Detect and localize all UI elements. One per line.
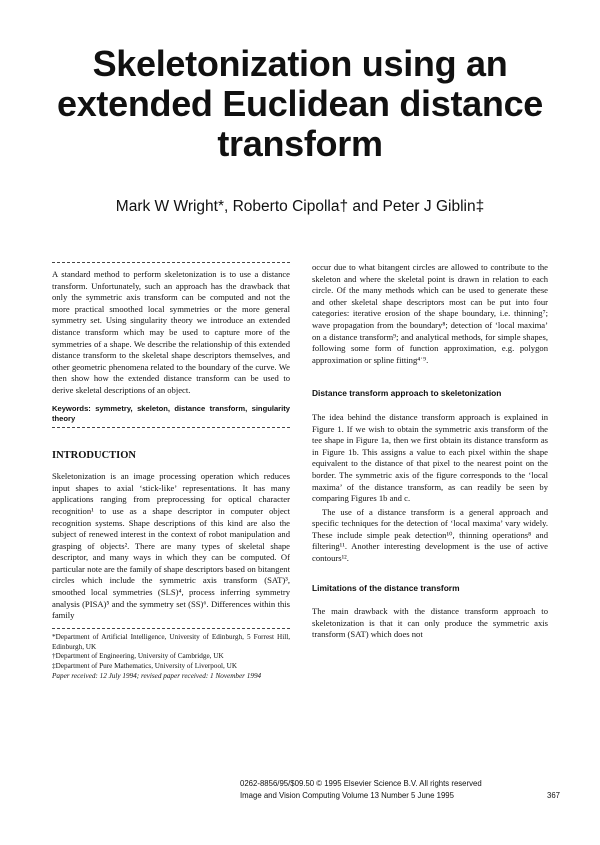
right-column (312, 262, 548, 641)
footnote-affiliation-2: †Department of Engineering, University of Cambridge, UK (52, 652, 224, 661)
introduction-paragraph: Skeletonization is an image processing operation which reduces input shapes to axial ‘stick-like’ representations. It has many applications ranging from preprocessing for optical character recognition¹ to use as a shape descriptor in computer object recognition systems. Shape descriptions of this kind are also the subject of renewed interest in the context of robot manipulation and grasping of objects². There are many types of skeletal shape descriptor, and many ways in which they can be computed. Of particular note are the family of shape descriptors based on bitangent circles which include the symmetric axis transform (SAT)³, smoothed local symmetries (SLS)⁴, process inferring symmetry analysis (PISA)⁵ and the symmetry set (SS)⁶. Differences within this family (52, 471, 290, 621)
section-heading-limitations: Limitations of the distance transform (312, 582, 460, 593)
footnote-affiliation-1: *Department of Artificial Intelligence, University of Edinburgh, 5 Forrest Hill, Edinburgh, UK (52, 632, 290, 651)
title-line-1: Skeletonization using an (92, 43, 508, 84)
copyright-line: 0262-8856/95/$09.50 © 1995 Elsevier Science B.V. All rights reserved (240, 779, 482, 788)
section-heading-distance-transform: Distance transform approach to skeletonization (312, 388, 502, 399)
page-footer (240, 778, 560, 802)
distance-transform-paragraph-1: The idea behind the distance transform approach is explained in Figure 1. If we wish to obtain the symmetric axis transform of the tee shape in Figure 1a, then we first obtain its distance transform as in Figure 1b. This assigns a value to each pixel within the shape equivalent to the distance of that pixel to the nearest point on the border. The symmetric axis of the figure corresponds to the ‘local maxima’ of the distance transform, as can readily be seen by comparing Figures 1b and c. (312, 411, 548, 504)
keywords-rule (52, 427, 290, 428)
section-heading-introduction: INTRODUCTION (52, 449, 137, 461)
distance-transform-paragraph-2: The use of a distance transform is a general approach and specific techniques for the detection of ‘local maxima’ vary widely. These include simple peak detection¹⁰, thinning operations⁸ and filtering¹¹. Another interesting development is the use of active contours¹². (312, 506, 548, 564)
title-line-3: transform (217, 123, 383, 164)
keywords: Keywords: symmetry, skeleton, distance transform, singularity theory (52, 403, 290, 423)
abstract-top-rule (52, 262, 290, 263)
abstract: A standard method to perform skeletonization is to use a distance transform. Unfortunately, such an approach has the drawback that only the symmetric axis transform can be computed and not the more practical smoothed local symmetries or the more general symmetry set. Using singularity theory we introduce an extended distance transform which may be used to capture more of the symmetries of a shape. We describe the relationship of this extended distance transform to the skeletal shape descriptors themselves, and other geometric phenomena related to the boundary of the curve. We then show how the extended distance transform can be used to derive skeletal descriptions of an object. (52, 269, 290, 395)
paper-title (20, 44, 580, 164)
footnote-rule (52, 628, 290, 629)
page-number: 367 (546, 791, 560, 800)
footnote-received-dates: Paper received: 12 July 1994; revised paper received: 1 November 1994 (52, 672, 262, 681)
title-line-2: extended Euclidean distance (56, 83, 544, 124)
introduction-continued-paragraph: occur due to what bitangent circles are allowed to contribute to the skeleton and where the skeletal point is drawn in relation to each circle. Of the many methods which can be used to generate these and other skeletal shape descriptors most can be put into four categories: iterative erosion of the shape boundary, i.e. thinning⁷; wave propagation from the boundary⁸; detection of ‘local maxima’ on a distance transform⁹; and analytical methods, for simple shapes, following some form of function approximation, e.g. polygon approximation or spline fitting⁴˙⁹. (312, 262, 548, 365)
journal-citation: Image and Vision Computing Volume 13 Number 5 June 1995 (240, 791, 454, 800)
footnotes (52, 633, 290, 682)
limitations-paragraph: The main drawback with the distance transform approach to skeletonization is that it can only produce the symmetric axis transform (SAT) which does not (312, 606, 548, 640)
left-column (52, 262, 290, 682)
author-list: Mark W Wright*, Roberto Cipolla† and Peter J Giblin‡ (115, 198, 485, 215)
footnote-affiliation-3: ‡Department of Pure Mathematics, University of Liverpool, UK (52, 662, 238, 671)
